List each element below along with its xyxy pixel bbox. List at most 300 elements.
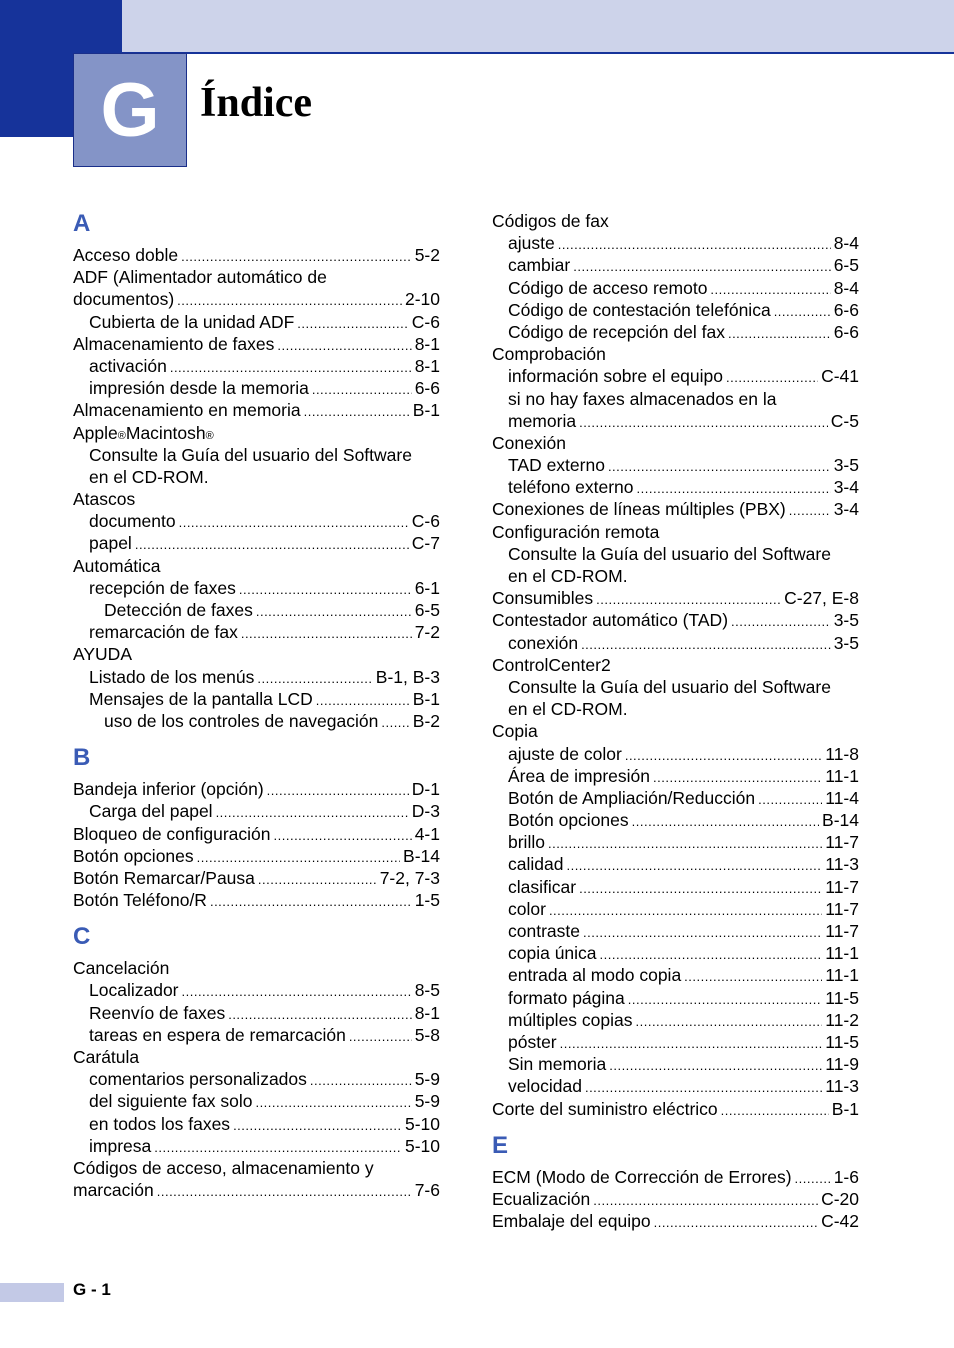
dot-leader bbox=[381, 712, 409, 734]
index-entry bbox=[492, 787, 859, 809]
index-entry bbox=[492, 1009, 859, 1031]
page-ref: 5-8 bbox=[414, 1024, 440, 1045]
page-ref: C-20 bbox=[821, 1188, 859, 1209]
entry-label: Conexión bbox=[492, 432, 566, 453]
dot-leader bbox=[267, 780, 409, 802]
index-entry bbox=[73, 333, 440, 355]
dot-leader bbox=[548, 833, 822, 855]
page-ref: C-6 bbox=[411, 311, 440, 332]
dot-leader bbox=[312, 379, 412, 401]
page-ref: 6-6 bbox=[833, 299, 859, 320]
entry-label: múltiples copias bbox=[508, 1009, 633, 1030]
index-entry bbox=[73, 643, 440, 665]
index-entry bbox=[492, 1210, 859, 1232]
dot-leader bbox=[608, 456, 831, 478]
index-entry bbox=[492, 1098, 859, 1120]
page-ref: 6-5 bbox=[833, 255, 859, 276]
entry-label: información sobre el equipo bbox=[508, 366, 723, 387]
dot-leader bbox=[600, 944, 823, 966]
index-entry bbox=[73, 666, 440, 688]
section-header: A bbox=[73, 210, 91, 237]
index-entry bbox=[492, 654, 859, 676]
index-entry bbox=[492, 343, 859, 365]
page-ref: 3-4 bbox=[833, 499, 859, 520]
entry-label: papel bbox=[89, 533, 132, 554]
page-title: Índice bbox=[200, 80, 313, 126]
dot-leader bbox=[297, 313, 409, 335]
entry-label: conexión bbox=[508, 632, 579, 653]
index-entry bbox=[492, 498, 859, 520]
index-entry bbox=[492, 1053, 859, 1075]
dot-leader bbox=[728, 323, 831, 345]
page-ref: 5-10 bbox=[404, 1135, 440, 1156]
index-entry bbox=[73, 957, 440, 979]
index-entry bbox=[73, 1002, 440, 1024]
dot-leader bbox=[157, 1181, 412, 1203]
entry-label: Copia bbox=[492, 721, 538, 742]
dot-leader bbox=[625, 745, 822, 767]
index-entry bbox=[492, 698, 859, 720]
page-ref: 2-10 bbox=[404, 289, 440, 310]
section-header: E bbox=[492, 1131, 509, 1159]
entry-label: Sin memoria bbox=[508, 1054, 607, 1075]
index-entry bbox=[492, 765, 859, 787]
index-entry bbox=[73, 621, 440, 643]
dot-leader bbox=[177, 290, 402, 312]
entry-label: Almacenamiento de faxes bbox=[73, 333, 275, 354]
dot-leader bbox=[135, 534, 409, 556]
dot-leader bbox=[583, 922, 822, 944]
entry-label: Embalaje del equipo bbox=[492, 1211, 651, 1232]
index-entry bbox=[73, 1090, 440, 1112]
entry-label: clasificar bbox=[508, 876, 577, 897]
page-ref: 1-6 bbox=[833, 1166, 859, 1187]
entry-label: uso de los controles de navegación bbox=[104, 710, 379, 731]
index-entry bbox=[492, 365, 859, 387]
index-entry bbox=[73, 311, 440, 333]
entry-label: Códigos de acceso, almacenamiento y bbox=[73, 1157, 374, 1178]
page-ref: 11-5 bbox=[825, 1031, 859, 1052]
index-entry bbox=[492, 1188, 859, 1210]
entry-label: Consulte la Guía del usuario del Software bbox=[508, 543, 831, 564]
dot-leader bbox=[636, 1011, 823, 1033]
page-ref: B-2 bbox=[412, 710, 440, 731]
dot-leader bbox=[628, 989, 823, 1011]
index-entry bbox=[492, 1075, 859, 1097]
entry-label: Carga del papel bbox=[89, 801, 213, 822]
entry-label: Bandeja inferior (opción) bbox=[73, 779, 264, 800]
index-entry bbox=[492, 609, 859, 631]
page-ref: 3-5 bbox=[833, 610, 859, 631]
index-entry bbox=[73, 1024, 440, 1046]
dot-leader bbox=[789, 500, 831, 522]
page-ref: 5-9 bbox=[414, 1069, 440, 1090]
index-entry bbox=[492, 454, 859, 476]
header-rule bbox=[122, 52, 954, 54]
entry-label: cambiar bbox=[508, 255, 571, 276]
entry-label: Listado de los menús bbox=[89, 666, 255, 687]
index-entry bbox=[73, 532, 440, 554]
index-entry bbox=[492, 876, 859, 898]
index-entry bbox=[492, 809, 859, 831]
dot-leader bbox=[579, 878, 822, 900]
index-entry: Apple ® Macintosh ® bbox=[73, 422, 214, 443]
dot-leader bbox=[632, 811, 819, 833]
dot-leader bbox=[585, 1077, 822, 1099]
entry-label: AYUDA bbox=[73, 644, 132, 665]
index-entry bbox=[73, 1157, 440, 1179]
page-ref: C-6 bbox=[411, 511, 440, 532]
index-entry bbox=[73, 266, 440, 288]
index-entry bbox=[492, 1166, 859, 1188]
dot-leader bbox=[257, 668, 372, 690]
entry-label: Comprobación bbox=[492, 344, 606, 365]
entry-label: en el CD-ROM. bbox=[89, 466, 209, 487]
entry-label: en todos los faxes bbox=[89, 1113, 231, 1134]
dot-leader bbox=[549, 900, 822, 922]
index-entry bbox=[73, 488, 440, 510]
index-entry bbox=[73, 510, 440, 532]
index-entry bbox=[73, 577, 440, 599]
page-ref: 11-7 bbox=[825, 921, 859, 941]
dot-leader bbox=[277, 335, 411, 357]
page-ref: 8-1 bbox=[414, 355, 440, 376]
index-entry bbox=[73, 444, 440, 466]
index-entry bbox=[492, 720, 859, 742]
dot-leader bbox=[233, 1115, 402, 1137]
dot-leader bbox=[310, 1070, 412, 1092]
dot-leader bbox=[593, 1190, 818, 1212]
dot-leader bbox=[179, 512, 409, 534]
dot-leader bbox=[637, 478, 831, 500]
index-entry bbox=[73, 1113, 440, 1135]
entry-label: brillo bbox=[508, 832, 545, 853]
page-ref: 8-1 bbox=[414, 333, 440, 354]
index-entry bbox=[492, 299, 859, 321]
dot-leader bbox=[182, 981, 412, 1003]
section-header: C bbox=[73, 923, 91, 951]
index-entry bbox=[73, 466, 440, 488]
dot-leader bbox=[721, 1100, 829, 1122]
entry-label: ECM (Modo de Corrección de Errores) bbox=[492, 1166, 792, 1187]
index-entry bbox=[492, 587, 859, 609]
dot-leader bbox=[197, 847, 400, 869]
entry-label: Botón de Ampliación/Reducción bbox=[508, 787, 756, 808]
index-entry bbox=[73, 889, 440, 911]
index-entry bbox=[73, 399, 440, 421]
page-ref: 8-5 bbox=[414, 980, 440, 1001]
page-ref: C-42 bbox=[821, 1211, 859, 1232]
page-ref: 8-4 bbox=[833, 233, 859, 254]
index-entry bbox=[492, 388, 859, 410]
dot-leader bbox=[731, 611, 831, 633]
dot-leader bbox=[581, 634, 831, 656]
entry-label: Corte del suministro eléctrico bbox=[492, 1098, 718, 1119]
dot-leader bbox=[795, 1168, 831, 1190]
index-entry bbox=[73, 355, 440, 377]
page-ref: 11-1 bbox=[825, 965, 859, 986]
page-ref: B-1 bbox=[412, 400, 440, 421]
dot-leader bbox=[216, 802, 409, 824]
entry-label: calidad bbox=[508, 854, 564, 875]
page-ref: 5-10 bbox=[404, 1113, 440, 1134]
entry-label: del siguiente fax solo bbox=[89, 1091, 253, 1112]
page-ref: 11-3 bbox=[825, 854, 859, 875]
dot-leader bbox=[758, 789, 822, 811]
index-entry bbox=[73, 823, 440, 845]
page-ref: 5-9 bbox=[414, 1091, 440, 1112]
page-ref: 11-7 bbox=[825, 876, 859, 897]
index-entry bbox=[492, 432, 859, 454]
entry-label: Consulte la Guía del usuario del Software bbox=[89, 444, 412, 465]
entry-label: póster bbox=[508, 1031, 557, 1052]
chapter-letter: G bbox=[73, 53, 187, 167]
entry-label: Consulte la Guía del usuario del Software bbox=[508, 676, 831, 697]
page-ref: C-41 bbox=[821, 366, 859, 387]
entry-label: comentarios personalizados bbox=[89, 1069, 307, 1090]
index-entry bbox=[73, 244, 440, 266]
index-entry bbox=[492, 543, 859, 565]
page-ref: 7-2, 7-3 bbox=[379, 867, 440, 888]
page-ref: 11-7 bbox=[825, 832, 859, 853]
header-light-band bbox=[122, 0, 954, 52]
page-ref: 7-6 bbox=[414, 1180, 440, 1201]
index-entry bbox=[492, 565, 859, 587]
index-entry bbox=[73, 845, 440, 867]
entry-label: teléfono externo bbox=[508, 477, 634, 498]
index-entry bbox=[492, 254, 859, 276]
entry-label: Acceso doble bbox=[73, 245, 179, 265]
page-ref: D-1 bbox=[411, 779, 440, 800]
entry-label: ajuste de color bbox=[508, 743, 622, 764]
page-ref: 6-6 bbox=[414, 378, 440, 399]
entry-label: Conexiones de líneas múltiples (PBX) bbox=[492, 499, 786, 520]
page-ref: B-1, B-3 bbox=[375, 666, 440, 687]
page-ref: 3-4 bbox=[833, 477, 859, 498]
page-ref: 11-4 bbox=[825, 787, 859, 808]
entry-label: Almacenamiento en memoria bbox=[73, 400, 301, 421]
page-ref: 8-4 bbox=[833, 277, 859, 298]
dot-leader bbox=[774, 301, 831, 323]
page-ref: B-1 bbox=[831, 1098, 859, 1119]
index-entry bbox=[492, 898, 859, 920]
page-ref: B-14 bbox=[403, 845, 440, 866]
index-entry bbox=[492, 232, 859, 254]
index-entry bbox=[73, 377, 440, 399]
entry-label: Cancelación bbox=[73, 958, 170, 979]
entry-label: Código de recepción del fax bbox=[508, 321, 725, 342]
page-ref: 6-6 bbox=[833, 321, 859, 342]
page-ref: 11-8 bbox=[825, 743, 859, 764]
entry-label: Reenvío de faxes bbox=[89, 1002, 226, 1023]
dot-leader bbox=[170, 357, 412, 379]
dot-leader bbox=[349, 1026, 412, 1048]
dot-leader bbox=[316, 690, 410, 712]
dot-leader bbox=[558, 234, 831, 256]
index-entry bbox=[73, 778, 440, 800]
index-entry bbox=[492, 476, 859, 498]
entry-label: ajuste bbox=[508, 233, 555, 254]
page-ref: B-1 bbox=[412, 688, 440, 709]
page-ref: 11-2 bbox=[825, 1009, 859, 1030]
dot-leader bbox=[596, 589, 781, 611]
dot-leader bbox=[560, 1033, 823, 1055]
page-ref: 3-5 bbox=[833, 455, 859, 476]
index-entry bbox=[492, 632, 859, 654]
entry-label: Contestador automático (TAD) bbox=[492, 610, 729, 631]
index-entry bbox=[73, 1046, 440, 1068]
page-ref: 6-5 bbox=[414, 600, 440, 620]
page-ref: 6-1 bbox=[414, 577, 440, 598]
entry-label: si no hay faxes almacenados en la bbox=[508, 388, 777, 409]
section-header: B bbox=[73, 744, 91, 772]
index-entry bbox=[492, 1031, 859, 1053]
entry-label: documentos) bbox=[73, 289, 175, 310]
index-column-right bbox=[492, 210, 859, 1232]
entry-label: Mensajes de la pantalla LCD bbox=[89, 688, 313, 709]
entry-label: Botón opciones bbox=[73, 845, 194, 866]
index-entry bbox=[492, 964, 859, 986]
index-entry bbox=[492, 831, 859, 853]
page-ref: 3-5 bbox=[833, 632, 859, 653]
dot-leader bbox=[710, 279, 830, 301]
page-ref: 11-3 bbox=[825, 1076, 859, 1097]
entry-label: formato página bbox=[508, 987, 625, 1008]
page-ref: 11-5 bbox=[825, 987, 859, 1008]
index-entry bbox=[492, 676, 859, 698]
index-entry bbox=[73, 599, 440, 621]
dot-leader bbox=[258, 869, 377, 891]
entry-label: remarcación de fax bbox=[89, 622, 238, 643]
entry-label: documento bbox=[89, 511, 176, 532]
dot-leader bbox=[274, 825, 412, 847]
index-entry bbox=[492, 920, 859, 942]
entry-label: TAD externo bbox=[508, 455, 605, 476]
entry-label: Atascos bbox=[73, 489, 136, 510]
index-entry bbox=[73, 288, 440, 310]
entry-label: Detección de faxes bbox=[104, 600, 253, 620]
entry-label: ADF (Alimentador automático de bbox=[73, 267, 327, 288]
page-number: G - 1 bbox=[73, 1280, 111, 1299]
entry-label: Consumibles bbox=[492, 588, 594, 609]
index-entry bbox=[492, 210, 859, 232]
index-entry bbox=[73, 710, 440, 732]
page-ref: C-27, E-8 bbox=[784, 588, 859, 609]
dot-leader bbox=[239, 579, 412, 601]
page-ref: 8-1 bbox=[414, 1002, 440, 1023]
index-entry bbox=[492, 277, 859, 299]
index-entry bbox=[492, 987, 859, 1009]
index-entry bbox=[73, 1135, 440, 1157]
page-ref: 11-7 bbox=[825, 898, 859, 919]
index-entry bbox=[73, 800, 440, 822]
index-entry bbox=[73, 867, 440, 889]
dot-leader bbox=[573, 256, 830, 278]
entry-label: Bloqueo de configuración bbox=[73, 823, 271, 844]
dot-leader bbox=[653, 767, 822, 789]
dot-leader bbox=[304, 401, 410, 423]
dot-leader bbox=[181, 246, 412, 268]
dot-leader bbox=[241, 623, 412, 645]
dot-leader bbox=[228, 1004, 412, 1026]
dot-leader bbox=[684, 966, 822, 988]
dot-leader bbox=[154, 1137, 402, 1159]
entry-label: activación bbox=[89, 355, 167, 376]
entry-label: Ecualización bbox=[492, 1188, 591, 1209]
dot-leader bbox=[566, 855, 822, 877]
index-entry bbox=[73, 688, 440, 710]
page-ref: 4-1 bbox=[414, 823, 440, 844]
entry-label: copia única bbox=[508, 943, 597, 964]
entry-label: entrada al modo copia bbox=[508, 965, 682, 986]
entry-label: Carátula bbox=[73, 1047, 140, 1067]
entry-label: velocidad bbox=[508, 1076, 582, 1097]
entry-label-continued: Macintosh bbox=[125, 422, 206, 443]
page-ref: C-5 bbox=[830, 410, 859, 431]
dot-leader bbox=[579, 412, 828, 434]
entry-label: en el CD-ROM. bbox=[508, 566, 628, 586]
page-ref: B-14 bbox=[822, 810, 859, 831]
index-entry bbox=[492, 321, 859, 343]
dot-leader bbox=[609, 1055, 822, 1077]
dot-leader bbox=[256, 601, 412, 623]
dot-leader bbox=[210, 891, 412, 913]
entry-label: en el CD-ROM. bbox=[508, 699, 628, 720]
entry-label: Apple bbox=[73, 422, 118, 443]
entry-label: Código de contestación telefónica bbox=[508, 299, 771, 320]
index-entry bbox=[492, 853, 859, 875]
dot-leader bbox=[654, 1212, 818, 1234]
page-ref: 5-2 bbox=[414, 245, 440, 265]
page-ref: 1-5 bbox=[414, 890, 440, 911]
entry-label: Botón Teléfono/R bbox=[73, 890, 207, 911]
index-entry bbox=[73, 1179, 440, 1201]
entry-label: Códigos de fax bbox=[492, 211, 609, 231]
entry-label: color bbox=[508, 898, 546, 919]
entry-label: impresión desde la memoria bbox=[89, 378, 309, 399]
entry-label: tareas en espera de remarcación bbox=[89, 1024, 346, 1045]
entry-label: Código de acceso remoto bbox=[508, 277, 708, 298]
index-entry bbox=[492, 521, 859, 543]
page-ref: C-7 bbox=[411, 533, 440, 554]
page-ref: D-3 bbox=[411, 801, 440, 822]
page-ref: 11-1 bbox=[825, 943, 859, 964]
entry-label: Localizador bbox=[89, 980, 179, 1001]
entry-label: Área de impresión bbox=[508, 765, 651, 786]
index-entry bbox=[492, 743, 859, 765]
dot-leader bbox=[726, 367, 818, 389]
entry-label: contraste bbox=[508, 921, 580, 941]
entry-label: Botón opciones bbox=[508, 810, 629, 831]
index-entry bbox=[73, 555, 440, 577]
entry-label: Automática bbox=[73, 555, 161, 576]
dot-leader bbox=[255, 1092, 411, 1114]
page-ref: 11-9 bbox=[825, 1054, 859, 1075]
entry-label: recepción de faxes bbox=[89, 577, 236, 598]
entry-label: Botón Remarcar/Pausa bbox=[73, 867, 255, 888]
entry-label: ControlCenter2 bbox=[492, 654, 611, 675]
entry-label: Configuración remota bbox=[492, 521, 660, 542]
page-ref: 11-1 bbox=[825, 765, 859, 786]
index-entry bbox=[492, 410, 859, 432]
entry-label: impresa bbox=[89, 1135, 152, 1156]
entry-label: marcación bbox=[73, 1180, 154, 1201]
page-ref: 7-2 bbox=[414, 622, 440, 643]
entry-label: memoria bbox=[508, 410, 577, 431]
index-entry bbox=[73, 1068, 440, 1090]
index-column-left bbox=[73, 208, 440, 1201]
index-entry bbox=[73, 979, 440, 1001]
